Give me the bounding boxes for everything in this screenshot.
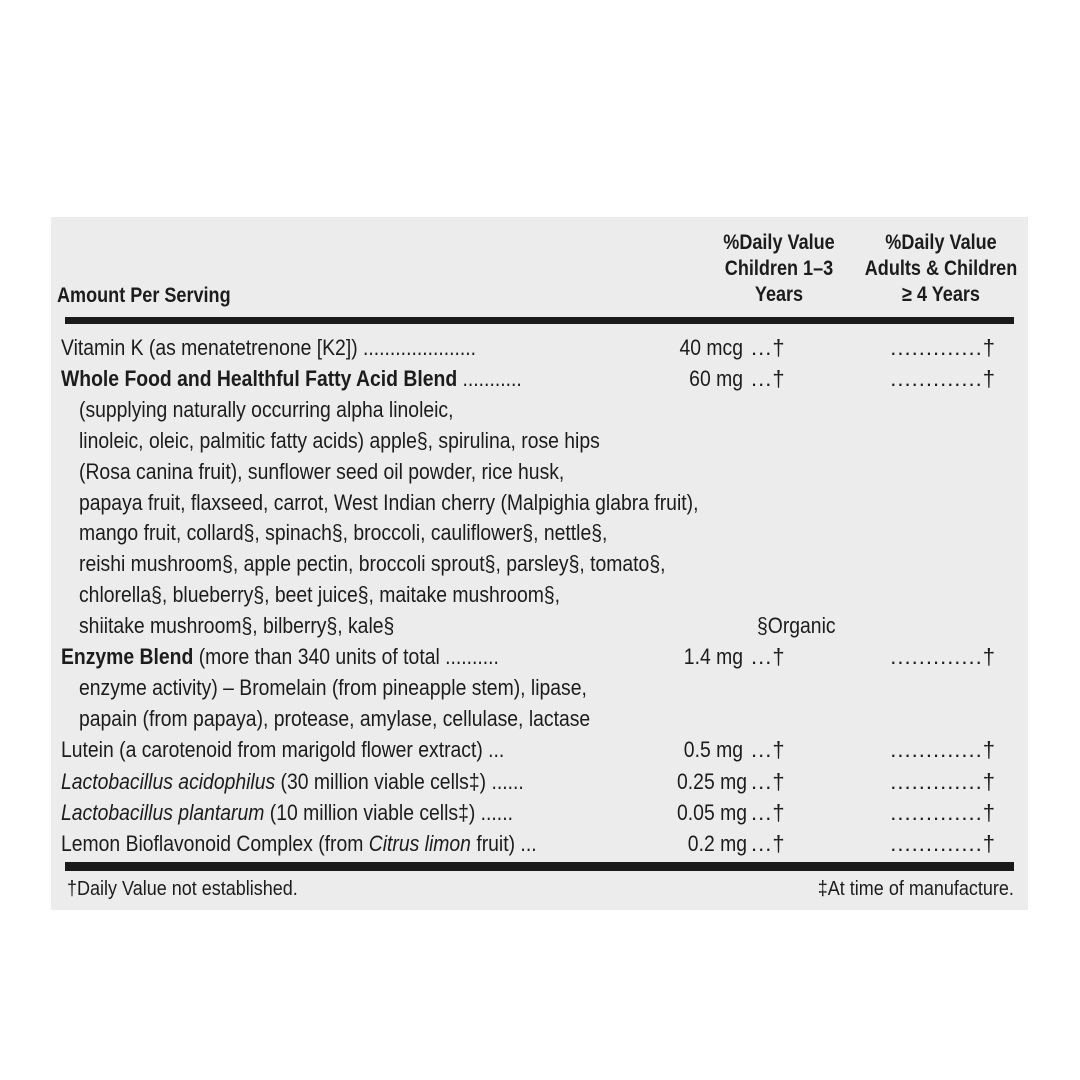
lutein-dv-adults: .............† [890,737,996,762]
enzyme-blend-desc: (more than 340 units of total .......... [193,644,499,669]
vitamin-k-leader: ..................... [357,335,477,360]
vitamin-k-dv-adults: .............† [890,335,996,360]
whole-food-blend-dv-adults: .............† [890,366,996,391]
header-divider [65,317,1014,324]
lutein-dv-children: ...† [751,737,786,762]
plantarum-desc: (10 million viable cells‡) ...... [264,800,513,825]
plantarum-name: Lactobacillus plantarum [61,800,265,825]
plantarum-dv-children: ...† [751,800,786,825]
blend-ingredients-line: linoleic, oleic, palmitic fatty acids) apple§, spirulina, rose hips [79,428,600,453]
blend-ingredients-line: reishi mushroom§, apple pectin, broccoli sprout§, parsley§, tomato§, [79,551,666,576]
organic-note: §Organic [757,613,836,638]
blend-ingredients-line: papaya fruit, flaxseed, carrot, West Indian cherry (Malpighia glabra fruit), [79,490,699,515]
lemon-bioflavonoid-dv-children: ...† [751,831,786,856]
dv-adults-header-line2: Adults & Children [864,257,1018,280]
dv-children-header-line3: Years [754,283,804,306]
lemon-bioflavonoid-dv-adults: .............† [890,831,996,856]
blend-ingredients-line: shiitake mushroom§, bilberry§, kale§ [79,613,395,638]
vitamin-k-amount: 40 mcg [679,335,743,360]
plantarum-label [61,800,513,826]
lemon-bioflavonoid-label [61,831,537,857]
dv-children-header-line1: %Daily Value [723,231,835,254]
dv-adults-header-line1: %Daily Value [885,231,997,254]
acidophilus-dv-children: ...† [751,769,786,794]
whole-food-blend-leader: ........... [457,366,522,391]
vitamin-k-name: Vitamin K (as menatetrenone [K2]) [61,335,358,360]
whole-food-blend-name: Whole Food and Healthful Fatty Acid Blend [61,366,458,391]
enzyme-blend-label [61,644,499,670]
enzyme-blend-amount: 1.4 mg [683,644,743,669]
enzyme-blend-name: Enzyme Blend [61,644,194,669]
enzyme-blend-line: enzyme activity) – Bromelain (from pineapple stem), lipase, [79,675,587,700]
lemon-bioflavonoid-name: Lemon Bioflavonoid Complex (from [61,831,369,856]
lemon-bioflavonoid-source: Citrus limon [368,831,471,856]
plantarum-dv-adults: .............† [890,800,996,825]
lutein-label: Lutein (a carotenoid from marigold flower extract) ... [61,737,505,762]
vitamin-k-dv-children: ...† [751,335,786,360]
dv-adults-header-line3: ≥ 4 Years [902,283,980,306]
enzyme-blend-line: papain (from papaya), protease, amylase, cellulase, lactase [79,706,591,731]
whole-food-blend-dv-children: ...† [751,366,786,391]
dv-adults-header [846,230,1028,308]
enzyme-blend-dv-children: ...† [751,644,786,669]
supplement-facts-panel [51,217,1028,910]
whole-food-blend-amount: 60 mg [689,366,743,391]
daily-value-footnote: †Daily Value not established. [67,878,298,900]
footer-divider [65,862,1014,871]
manufacture-footnote: ‡At time of manufacture. [817,878,1014,900]
blend-ingredients-line: mango fruit, collard§, spinach§, broccoli, cauliflower§, nettle§, [79,520,608,545]
whole-food-blend-label [61,366,522,392]
acidophilus-amount: 0.25 mg [677,769,747,794]
acidophilus-dv-adults: .............† [890,769,996,794]
vitamin-k-label [61,335,476,361]
blend-ingredients-line: (supplying naturally occurring alpha linoleic, [79,397,454,422]
lemon-bioflavonoid-amount: 0.2 mg [687,831,747,856]
acidophilus-label [61,769,524,795]
amount-per-serving-header: Amount Per Serving [57,284,231,307]
blend-ingredients-line: (Rosa canina fruit), sunflower seed oil powder, rice husk, [79,459,565,484]
blend-ingredients-line: chlorella§, blueberry§, beet juice§, maitake mushroom§, [79,582,561,607]
enzyme-blend-dv-adults: .............† [890,644,996,669]
dv-children-header-line2: Children 1–3 [724,257,834,280]
dv-children-header [693,230,865,308]
acidophilus-desc: (30 million viable cells‡) ...... [275,769,524,794]
acidophilus-name: Lactobacillus acidophilus [61,769,276,794]
plantarum-amount: 0.05 mg [677,800,747,825]
lutein-amount: 0.5 mg [683,737,743,762]
lemon-bioflavonoid-desc: fruit) ... [470,831,537,856]
